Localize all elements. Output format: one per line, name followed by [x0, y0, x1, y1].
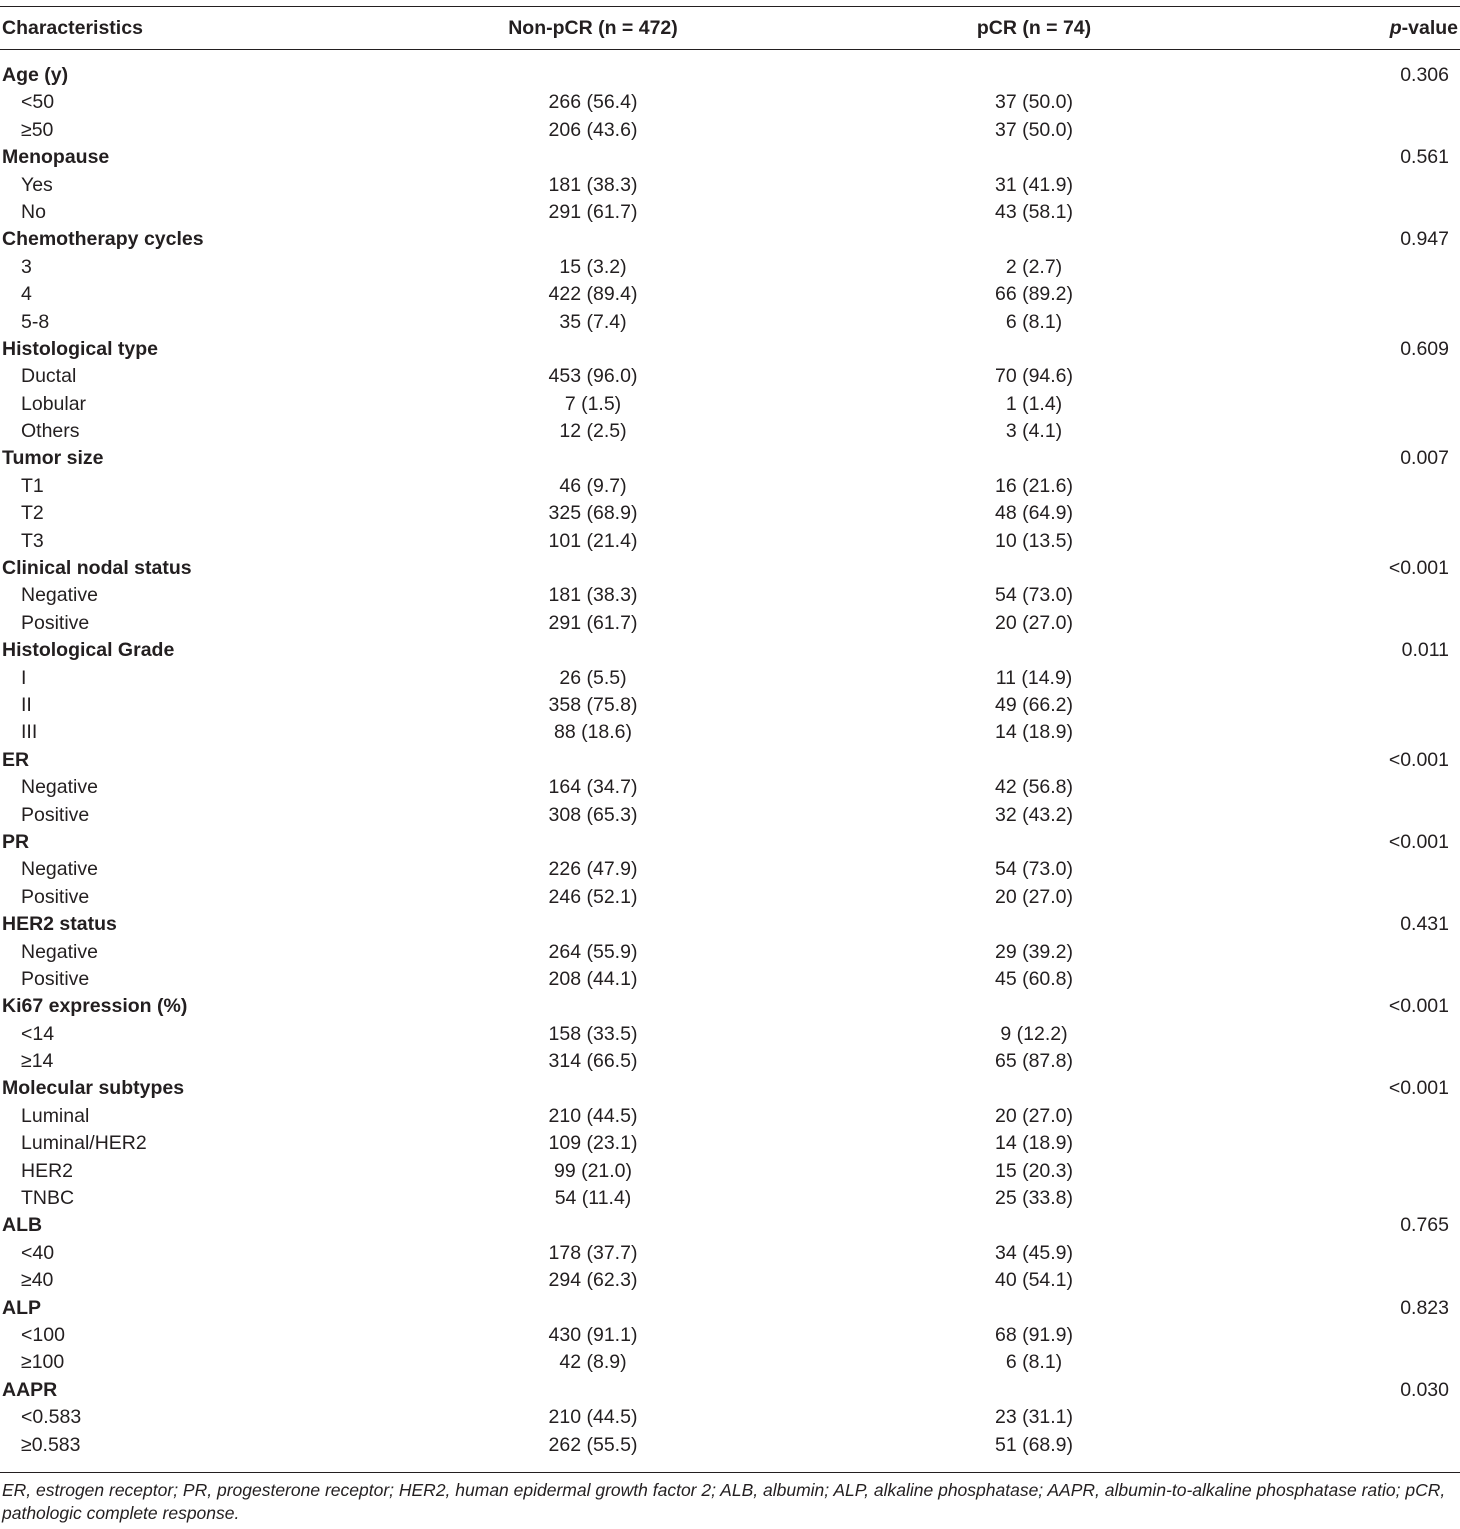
row-label: ≥40 — [21, 1269, 54, 1292]
cell-non-pcr: 430 (91.1) — [548, 1323, 638, 1346]
table-top-rule — [0, 6, 1460, 7]
row-label: Negative — [21, 776, 98, 799]
cell-non-pcr: 422 (89.4) — [548, 283, 638, 306]
cell-non-pcr: 26 (5.5) — [559, 666, 627, 689]
cell-non-pcr: 109 (23.1) — [548, 1132, 638, 1155]
cell-pcr: 49 (66.2) — [994, 693, 1074, 716]
row-label: ≥50 — [21, 118, 54, 141]
row-label: Positive — [21, 885, 90, 908]
table-row — [0, 1322, 1460, 1349]
category-row — [0, 445, 1460, 472]
table-row — [0, 1048, 1460, 1075]
cell-pcr: 43 (58.1) — [994, 200, 1074, 223]
cell-pcr: 29 (39.2) — [994, 940, 1074, 963]
cell-pcr: 3 (4.1) — [1005, 420, 1063, 443]
row-label: No — [21, 200, 46, 223]
cell-pcr: 25 (33.8) — [994, 1187, 1074, 1210]
cell-non-pcr: 181 (38.3) — [548, 173, 638, 196]
cell-non-pcr: 291 (61.7) — [548, 200, 638, 223]
row-label: T2 — [21, 502, 44, 525]
table-row — [0, 802, 1460, 829]
table-row — [0, 199, 1460, 226]
row-label: TNBC — [21, 1187, 75, 1210]
category-row — [0, 555, 1460, 582]
category-row — [0, 747, 1460, 774]
row-label: <14 — [21, 1022, 55, 1045]
table-row — [0, 719, 1460, 746]
cell-non-pcr: 46 (9.7) — [559, 474, 627, 497]
category-row — [0, 1377, 1460, 1404]
row-label: Menopause — [2, 146, 110, 169]
cell-pcr: 37 (50.0) — [994, 91, 1074, 114]
table-row — [0, 774, 1460, 801]
row-label: PR — [2, 830, 30, 853]
header-p-suffix: -value — [1401, 17, 1458, 39]
cell-non-pcr: 325 (68.9) — [548, 502, 638, 525]
table-row — [0, 1185, 1460, 1212]
row-label: Negative — [21, 858, 98, 881]
cell-pcr: 70 (94.6) — [994, 365, 1074, 388]
header-pcr: pCR (n = 74) — [976, 17, 1092, 39]
cell-pcr: 42 (56.8) — [994, 776, 1074, 799]
row-label: ≥0.583 — [21, 1433, 81, 1456]
table-bottom-rule — [0, 1472, 1460, 1473]
header-rule — [0, 49, 1460, 50]
cell-p-value: 0.561 — [1400, 146, 1449, 169]
cell-non-pcr: 178 (37.7) — [548, 1241, 638, 1264]
row-label: T3 — [21, 529, 44, 552]
category-row — [0, 911, 1460, 938]
category-row — [0, 1212, 1460, 1239]
row-label: Others — [21, 420, 80, 443]
row-label: I — [21, 666, 27, 689]
cell-p-value: <0.001 — [1388, 830, 1449, 853]
row-label: Ki67 expression (%) — [2, 995, 188, 1018]
table-row — [0, 856, 1460, 883]
table-row — [0, 1130, 1460, 1157]
row-label: Luminal — [21, 1104, 90, 1127]
cell-non-pcr: 12 (2.5) — [559, 420, 627, 443]
row-label: Molecular subtypes — [2, 1077, 185, 1100]
cell-pcr: 6 (8.1) — [1005, 1351, 1063, 1374]
row-label: T1 — [21, 474, 44, 497]
cell-non-pcr: 99 (21.0) — [553, 1159, 633, 1182]
cell-pcr: 14 (18.9) — [994, 1132, 1074, 1155]
row-label: <50 — [21, 91, 55, 114]
table-row — [0, 1158, 1460, 1185]
cell-pcr: 20 (27.0) — [994, 611, 1074, 634]
cell-non-pcr: 294 (62.3) — [548, 1269, 638, 1292]
row-label: AAPR — [2, 1378, 58, 1401]
cell-non-pcr: 54 (11.4) — [554, 1187, 632, 1210]
row-label: <0.583 — [21, 1406, 82, 1429]
cell-pcr: 6 (8.1) — [1005, 310, 1063, 333]
cell-p-value: 0.609 — [1400, 337, 1449, 360]
table-row — [0, 172, 1460, 199]
cell-p-value: <0.001 — [1388, 748, 1449, 771]
cell-pcr: 14 (18.9) — [994, 721, 1074, 744]
cell-non-pcr: 181 (38.3) — [548, 584, 638, 607]
row-label: Chemotherapy cycles — [2, 228, 204, 251]
row-label: Histological Grade — [2, 639, 175, 662]
row-label: Lobular — [21, 392, 87, 415]
table-row — [0, 418, 1460, 445]
cell-p-value: 0.007 — [1400, 447, 1449, 470]
cell-pcr: 37 (50.0) — [994, 118, 1074, 141]
table-row — [0, 254, 1460, 281]
cell-non-pcr: 88 (18.6) — [553, 721, 633, 744]
table-body — [0, 62, 1460, 1459]
cell-non-pcr: 164 (34.7) — [548, 776, 638, 799]
row-label: Negative — [21, 940, 98, 963]
table-row — [0, 500, 1460, 527]
row-label: Positive — [21, 803, 90, 826]
cell-non-pcr: 291 (61.7) — [548, 611, 638, 634]
table-row — [0, 1240, 1460, 1267]
cell-non-pcr: 35 (7.4) — [559, 310, 627, 333]
cell-pcr: 40 (54.1) — [994, 1269, 1074, 1292]
row-label: ER — [2, 748, 30, 771]
table-row — [0, 309, 1460, 336]
header-non-pcr: Non-pCR (n = 472) — [508, 17, 678, 39]
category-row — [0, 829, 1460, 856]
table-row — [0, 528, 1460, 555]
cell-non-pcr: 262 (55.5) — [548, 1433, 638, 1456]
cell-non-pcr: 210 (44.5) — [548, 1104, 638, 1127]
cell-pcr: 51 (68.9) — [994, 1433, 1074, 1456]
table-row — [0, 939, 1460, 966]
table-row — [0, 1267, 1460, 1294]
cell-non-pcr: 226 (47.9) — [548, 858, 638, 881]
header-p-value — [1390, 14, 1458, 42]
row-label: Age (y) — [2, 64, 69, 86]
category-row — [0, 144, 1460, 171]
row-label: ≥14 — [21, 1050, 54, 1073]
row-label: HER2 — [21, 1159, 74, 1182]
category-row — [0, 1295, 1460, 1322]
row-label: ALP — [2, 1296, 41, 1319]
table-row — [0, 391, 1460, 418]
cell-p-value: <0.001 — [1388, 557, 1449, 580]
row-label: Yes — [21, 173, 53, 196]
cell-pcr: 10 (13.5) — [994, 529, 1074, 552]
table-row — [0, 1021, 1460, 1048]
row-label: ≥100 — [21, 1351, 65, 1374]
cell-pcr: 16 (21.6) — [994, 474, 1074, 497]
cell-pcr: 54 (73.0) — [994, 584, 1074, 607]
row-label: Tumor size — [2, 447, 104, 470]
category-row — [0, 226, 1460, 253]
cell-non-pcr: 358 (75.8) — [548, 693, 638, 716]
row-label: 4 — [21, 283, 32, 306]
table-row — [0, 1432, 1460, 1459]
cell-pcr: 32 (43.2) — [994, 803, 1074, 826]
row-label: Ductal — [21, 365, 77, 388]
cell-pcr: 45 (60.8) — [994, 967, 1074, 990]
cell-non-pcr: 308 (65.3) — [548, 803, 638, 826]
cell-p-value: 0.030 — [1400, 1378, 1449, 1401]
cell-non-pcr: 208 (44.1) — [548, 967, 638, 990]
row-label: <40 — [21, 1241, 55, 1264]
cell-pcr: 68 (91.9) — [994, 1323, 1074, 1346]
cell-non-pcr: 266 (56.4) — [548, 91, 638, 114]
cell-p-value: 0.765 — [1400, 1214, 1449, 1237]
table-row — [0, 1103, 1460, 1130]
row-label: Histological type — [2, 337, 159, 360]
category-row — [0, 336, 1460, 363]
category-row — [0, 637, 1460, 664]
row-label: <100 — [21, 1323, 65, 1346]
cell-non-pcr: 206 (43.6) — [548, 118, 638, 141]
row-label: Positive — [21, 967, 90, 990]
cell-pcr: 2 (2.7) — [1005, 255, 1063, 278]
cell-pcr: 66 (89.2) — [994, 283, 1074, 306]
category-row — [0, 1075, 1460, 1102]
table-row — [0, 473, 1460, 500]
cell-p-value: 0.823 — [1400, 1296, 1449, 1319]
cell-p-value: 0.947 — [1400, 228, 1449, 251]
row-label: Luminal/HER2 — [21, 1132, 147, 1155]
cell-non-pcr: 101 (21.4) — [548, 529, 638, 552]
table-row — [0, 610, 1460, 637]
cell-p-value: 0.306 — [1400, 64, 1449, 86]
table-row — [0, 966, 1460, 993]
cell-p-value: 0.011 — [1401, 639, 1449, 662]
cell-pcr: 65 (87.8) — [994, 1050, 1074, 1073]
cell-pcr: 31 (41.9) — [994, 173, 1074, 196]
row-label: II — [21, 693, 32, 716]
table-row — [0, 117, 1460, 144]
cell-non-pcr: 246 (52.1) — [548, 885, 638, 908]
cell-p-value: <0.001 — [1388, 1077, 1449, 1100]
row-label: Negative — [21, 584, 98, 607]
cell-non-pcr: 264 (55.9) — [548, 940, 638, 963]
table-row — [0, 281, 1460, 308]
header-characteristics: Characteristics — [2, 17, 143, 39]
cell-non-pcr: 42 (8.9) — [559, 1351, 627, 1374]
cell-non-pcr: 15 (3.2) — [559, 255, 627, 278]
cell-pcr: 20 (27.0) — [994, 1104, 1074, 1127]
table-row — [0, 665, 1460, 692]
table-row — [0, 692, 1460, 719]
cell-pcr: 11 (14.9) — [995, 666, 1073, 689]
cell-pcr: 15 (20.3) — [994, 1159, 1074, 1182]
cell-pcr: 20 (27.0) — [994, 885, 1074, 908]
row-label: III — [21, 721, 38, 744]
cell-pcr: 9 (12.2) — [1000, 1022, 1068, 1045]
table-footnote: ER, estrogen receptor; PR, progesterone receptor; HER2, human epidermal growth factor 2; ALB, albumin; ALP, alkaline phosphatase; AAPR, albumin-to-alkaline phosphatase ratio; pCR, pathologic complete response. — [2, 1480, 1446, 1523]
cell-non-pcr: 453 (96.0) — [548, 365, 638, 388]
cell-non-pcr: 158 (33.5) — [548, 1022, 638, 1045]
cell-pcr: 34 (45.9) — [994, 1241, 1074, 1264]
header-p-italic: p — [1389, 17, 1402, 39]
category-row — [0, 62, 1460, 89]
table-row — [0, 89, 1460, 116]
cell-non-pcr: 7 (1.5) — [564, 392, 622, 415]
category-row — [0, 993, 1460, 1020]
cell-p-value: 0.431 — [1400, 913, 1449, 936]
cell-pcr: 1 (1.4) — [1005, 392, 1063, 415]
cell-pcr: 54 (73.0) — [994, 858, 1074, 881]
table-row — [0, 1404, 1460, 1431]
cell-non-pcr: 314 (66.5) — [548, 1050, 638, 1073]
cell-pcr: 48 (64.9) — [994, 502, 1074, 525]
cell-p-value: <0.001 — [1388, 995, 1449, 1018]
row-label: ALB — [2, 1214, 43, 1237]
row-label: HER2 status — [2, 913, 117, 936]
row-label: Clinical nodal status — [2, 557, 192, 580]
cell-non-pcr: 210 (44.5) — [548, 1406, 638, 1429]
row-label: 5-8 — [21, 310, 50, 333]
row-label: 3 — [21, 255, 32, 278]
table-row — [0, 582, 1460, 609]
row-label: Positive — [21, 611, 90, 634]
table-row — [0, 884, 1460, 911]
table-row — [0, 363, 1460, 390]
cell-pcr: 23 (31.1) — [994, 1406, 1074, 1429]
table-row — [0, 1349, 1460, 1376]
